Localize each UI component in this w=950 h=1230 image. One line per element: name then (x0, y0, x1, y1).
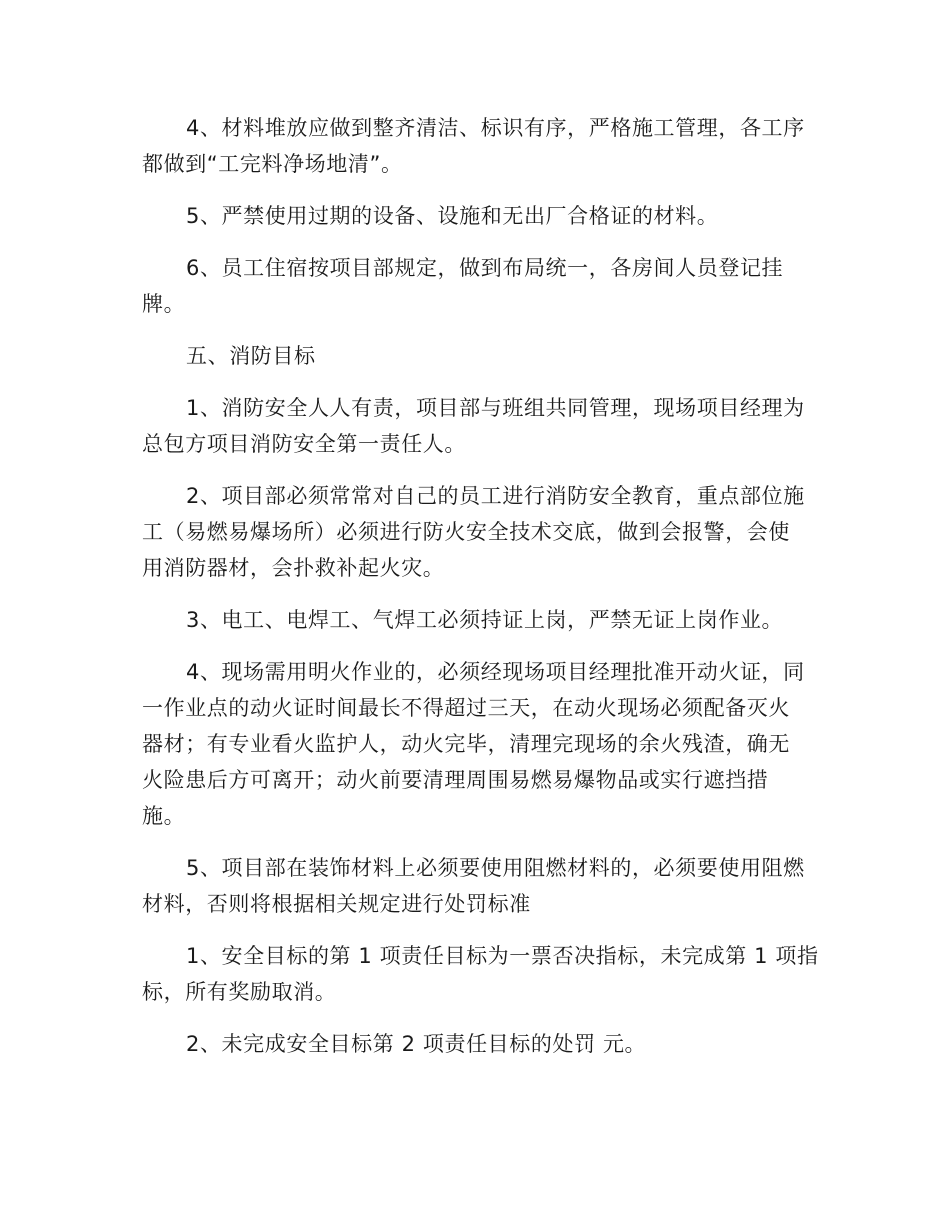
fire-item-5-line-2: 材料，否则将根据相关规定进行处罚标准 (142, 892, 531, 916)
fire-item-4-line-5: 施。 (142, 804, 186, 828)
fire-item-4-line-3: 器材；有专业看火监护人，动火完毕，清理完现场的余火残渣，确无 (142, 732, 790, 756)
fire-item-4-line-4: 火险患后方可离开；动火前要清理周围易燃易爆物品或实行遮挡措 (142, 768, 769, 792)
fire-item-2-line-3: 用消防器材，会扑救补起火灾。 (142, 556, 445, 580)
fire-item-1-line-2: 总包方项目消防安全第一责任人。 (142, 432, 466, 456)
paragraph-6-dormitory-line-2: 牌。 (142, 292, 186, 316)
fire-item-2-line-2: 工（易燃易爆场所）必须进行防火安全技术交底，做到会报警，会使 (142, 520, 790, 544)
paragraph-4-materials-line-1: 4、材料堆放应做到整齐清洁、标识有序，严格施工管理，各工序 (186, 116, 805, 140)
paragraph-5-equipment: 5、严禁使用过期的设备、设施和无出厂合格证的材料。 (186, 204, 719, 228)
fire-item-5-line-1: 5、项目部在装饰材料上必须要使用阻燃材料的，必须要使用阻燃 (186, 856, 805, 880)
fire-item-4-line-1: 4、现场需用明火作业的，必须经现场项目经理批准开动火证，同 (186, 660, 805, 684)
penalty-item-1-line-1: 1、安全目标的第 1 项责任目标为一票否决指标，未完成第 1 项指 (186, 944, 819, 968)
fire-item-3: 3、电工、电焊工、气焊工必须持证上岗，严禁无证上岗作业。 (186, 608, 784, 632)
penalty-item-2: 2、未完成安全目标第 2 项责任目标的处罚 元。 (186, 1032, 647, 1056)
section-heading-fire-goals: 五、消防目标 (186, 344, 316, 368)
paragraph-4-materials-line-2: 都做到“工完料净场地清”。 (142, 152, 403, 176)
fire-item-4-line-2: 一作业点的动火证时间最长不得超过三天，在动火现场必须配备灭火 (142, 696, 790, 720)
fire-item-2-line-1: 2、项目部必须常常对自己的员工进行消防安全教育，重点部位施 (186, 484, 805, 508)
fire-item-1-line-1: 1、消防安全人人有责，项目部与班组共同管理，现场项目经理为 (186, 396, 805, 420)
penalty-item-1-line-2: 标，所有奖励取消。 (142, 980, 337, 1004)
paragraph-6-dormitory-line-1: 6、员工住宿按项目部规定，做到布局统一，各房间人员登记挂 (186, 256, 784, 280)
